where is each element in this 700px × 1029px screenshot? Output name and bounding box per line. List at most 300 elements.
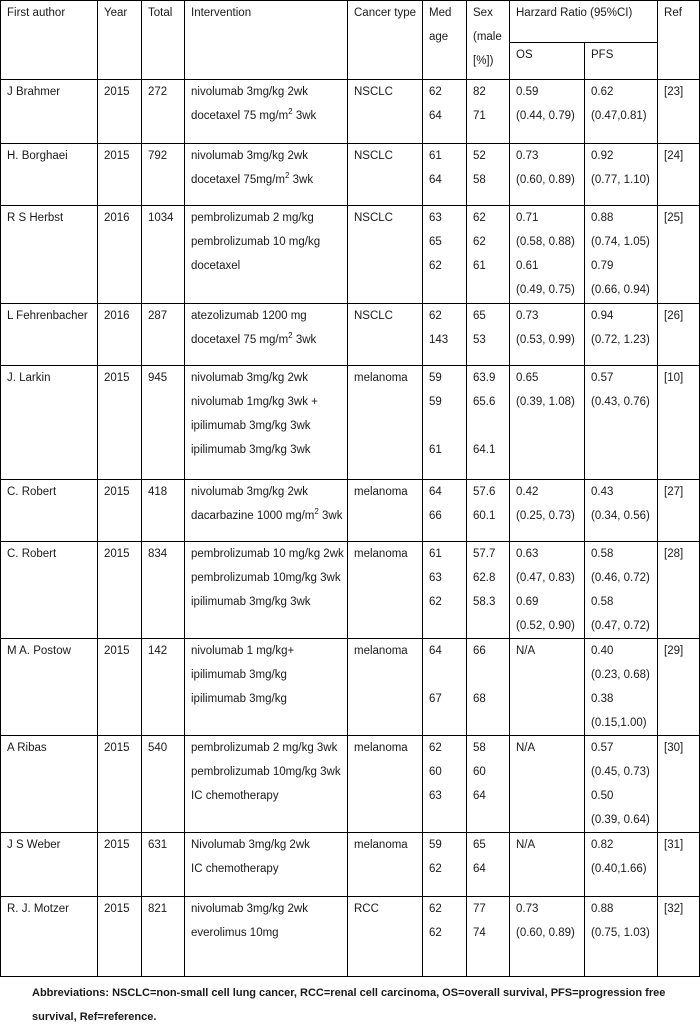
total-cell: [142, 80, 185, 144]
cell-line: 61: [429, 548, 442, 560]
cell-line: 0.71: [516, 212, 539, 224]
table-row: [1, 366, 700, 480]
intervention-text: nivolumab 3mg/kg 2wk: [191, 372, 308, 384]
header-cancer-type: Cancer type: [348, 1, 423, 80]
cell-line: 62: [429, 927, 442, 939]
cell-line: 64: [473, 790, 486, 802]
intervention-cell: [185, 80, 348, 144]
cancer-type-cell: [348, 206, 423, 304]
cell-line: NSCLC: [354, 86, 393, 98]
cell-line: 71: [473, 110, 486, 122]
cell-line: melanoma: [354, 742, 408, 754]
cell-line: 64: [473, 863, 486, 875]
age-cell: [423, 480, 467, 542]
cell-line: 74: [473, 927, 486, 939]
cell-line: 272: [148, 86, 168, 98]
cell-line: 57.7: [473, 548, 496, 560]
author-cell: [1, 639, 98, 736]
cell-line: 418: [148, 486, 168, 498]
cell-line: [24]: [664, 150, 684, 162]
cell-line: [26]: [664, 310, 684, 322]
intervention-line: [191, 230, 341, 254]
intervention-suffix: 3wk: [318, 510, 343, 522]
year-cell: [98, 736, 142, 833]
cell-line: 2015: [104, 645, 130, 657]
author-cell: [1, 366, 98, 480]
cell-line: N/A: [516, 742, 536, 754]
cell-line: NSCLC: [354, 212, 393, 224]
cell-line: 61: [429, 150, 442, 162]
sex-cell: [467, 542, 510, 639]
header-year: Year: [98, 1, 142, 80]
cell-line: 792: [148, 150, 168, 162]
cell-line: (0.77, 1.10): [591, 174, 650, 186]
cell-line: (0.53, 0.99): [516, 334, 575, 346]
os-cell: [510, 366, 585, 480]
table-row: [1, 144, 700, 206]
cell-line: 60: [473, 766, 486, 778]
cell-line: 2015: [104, 839, 130, 851]
intervention-line: [191, 833, 341, 857]
blank-line: [473, 663, 503, 687]
cell-line: M A. Postow: [7, 645, 71, 657]
table-row: [1, 736, 700, 833]
cell-line: L Fehrenbacher: [7, 310, 88, 322]
cell-line: 60.1: [473, 510, 496, 522]
pfs-cell: [585, 736, 658, 833]
intervention-text: nivolumab 1mg/kg 3wk +: [191, 396, 318, 408]
total-cell: [142, 897, 185, 977]
cell-line: (0.60, 0.89): [516, 174, 575, 186]
ref-cell: [658, 366, 700, 480]
sex-cell: [467, 480, 510, 542]
cell-line: NSCLC: [354, 150, 393, 162]
intervention-cell: [185, 736, 348, 833]
cell-line: J S Weber: [7, 839, 61, 851]
intervention-text: nivolumab 3mg/kg 2wk: [191, 903, 308, 915]
cell-line: 63.9: [473, 372, 496, 384]
cell-line: 63: [429, 572, 442, 584]
cell-line: melanoma: [354, 372, 408, 384]
os-cell: [510, 639, 585, 736]
ref-cell: [658, 542, 700, 639]
year-cell: [98, 480, 142, 542]
total-cell: [142, 833, 185, 897]
cell-line: (0.47, 0.83): [516, 572, 575, 584]
cell-line: 0.59: [516, 86, 539, 98]
blank-line: [429, 663, 460, 687]
age-cell: [423, 736, 467, 833]
cell-line: C. Robert: [7, 548, 57, 560]
total-cell: [142, 366, 185, 480]
os-cell: [510, 542, 585, 639]
age-cell: [423, 833, 467, 897]
ref-cell: [658, 304, 700, 366]
cell-line: (0.25, 0.73): [516, 510, 575, 522]
cell-line: 2015: [104, 86, 130, 98]
cell-line: 63: [429, 790, 442, 802]
intervention-text: docetaxel 75 mg/m: [191, 334, 289, 346]
intervention-line: [191, 857, 341, 881]
pfs-cell: [585, 639, 658, 736]
cell-line: 52: [473, 150, 486, 162]
cell-line: 65.6: [473, 396, 496, 408]
cell-line: (0.72, 1.23): [591, 334, 650, 346]
cell-line: 0.73: [516, 903, 539, 915]
pfs-cell: [585, 366, 658, 480]
pfs-cell: [585, 833, 658, 897]
cell-line: 0.73: [516, 310, 539, 322]
author-cell: [1, 206, 98, 304]
ref-cell: [658, 206, 700, 304]
ref-cell: [658, 897, 700, 977]
header-med-age: Med age: [423, 1, 467, 80]
cell-line: 540: [148, 742, 168, 754]
intervention-text: pembrolizumab 10 mg/kg 2wk: [191, 548, 344, 560]
pfs-cell: [585, 144, 658, 206]
cell-line: [31]: [664, 839, 684, 851]
os-cell: [510, 833, 585, 897]
intervention-line: [191, 760, 341, 784]
intervention-line: [191, 414, 341, 438]
author-cell: [1, 144, 98, 206]
table-row: [1, 542, 700, 639]
cell-line: melanoma: [354, 839, 408, 851]
cell-line: 0.58: [591, 596, 614, 608]
intervention-line: [191, 897, 341, 921]
sex-cell: [467, 897, 510, 977]
ref-cell: [658, 480, 700, 542]
superscript: 2: [288, 107, 293, 117]
intervention-suffix: 3wk: [292, 334, 317, 346]
header-total: Total: [142, 1, 185, 80]
cell-line: 65: [473, 839, 486, 851]
intervention-line: [191, 639, 341, 663]
cell-line: 66: [473, 645, 486, 657]
intervention-text: Nivolumab 3mg/kg 2wk: [191, 839, 310, 851]
table-row: [1, 833, 700, 897]
intervention-line: [191, 504, 341, 528]
intervention-cell: [185, 206, 348, 304]
cancer-type-cell: [348, 144, 423, 206]
cell-line: 2015: [104, 372, 130, 384]
cell-line: [32]: [664, 903, 684, 915]
sex-cell: [467, 206, 510, 304]
intervention-line: [191, 480, 341, 504]
cell-line: (0.46, 0.72): [591, 572, 650, 584]
age-cell: [423, 366, 467, 480]
cancer-type-cell: [348, 639, 423, 736]
intervention-suffix: 3wk: [289, 174, 314, 186]
total-cell: [142, 736, 185, 833]
sex-cell: [467, 639, 510, 736]
pfs-cell: [585, 480, 658, 542]
cell-line: 59: [429, 839, 442, 851]
ref-cell: [658, 639, 700, 736]
cell-line: melanoma: [354, 548, 408, 560]
cell-line: 65: [473, 310, 486, 322]
cell-line: 0.65: [516, 372, 539, 384]
cell-line: RCC: [354, 903, 379, 915]
os-cell: [510, 480, 585, 542]
cell-line: 62: [473, 212, 486, 224]
cell-line: 60: [429, 766, 442, 778]
cell-line: 82: [473, 86, 486, 98]
cell-line: C. Robert: [7, 486, 57, 498]
table-row: [1, 639, 700, 736]
cell-line: 0.57: [591, 372, 614, 384]
intervention-line: [191, 663, 341, 687]
intervention-text: pembrolizumab 2 mg/kg 3wk: [191, 742, 338, 754]
cell-line: 834: [148, 548, 168, 560]
superscript: 2: [284, 171, 290, 181]
ref-cell: [658, 80, 700, 144]
sex-cell: [467, 144, 510, 206]
cell-line: 61: [429, 444, 442, 456]
cell-line: 2015: [104, 486, 130, 498]
intervention-line: [191, 366, 341, 390]
header-os: OS: [510, 43, 585, 80]
intervention-suffix: 3wk: [292, 110, 317, 122]
intervention-line: [191, 328, 341, 352]
cell-line: 0.82: [591, 839, 614, 851]
cell-line: 65: [429, 236, 442, 248]
cell-line: (0.39, 1.08): [516, 396, 575, 408]
intervention-line: [191, 687, 341, 711]
cell-line: 0.79: [591, 260, 614, 272]
age-cell: [423, 144, 467, 206]
cell-line: 0.73: [516, 150, 539, 162]
total-cell: [142, 304, 185, 366]
cell-line: R S Herbst: [7, 212, 64, 224]
intervention-text: everolimus 10mg: [191, 927, 279, 939]
intervention-line: [191, 590, 341, 614]
cell-line: 62: [429, 596, 442, 608]
cell-line: (0.34, 0.56): [591, 510, 650, 522]
cell-line: 62: [473, 236, 486, 248]
os-cell: [510, 144, 585, 206]
cell-line: 68: [473, 693, 486, 705]
header-sex: Sex (male [%]): [467, 1, 510, 80]
cell-line: (0.45, 0.73): [591, 766, 650, 778]
intervention-line: [191, 566, 341, 590]
intervention-line: [191, 921, 341, 945]
sex-cell: [467, 736, 510, 833]
cell-line: 64: [429, 645, 442, 657]
year-cell: [98, 144, 142, 206]
cell-line: [29]: [664, 645, 684, 657]
intervention-text: nivolumab 3mg/kg 2wk: [191, 486, 308, 498]
intervention-line: [191, 254, 341, 278]
total-cell: [142, 639, 185, 736]
cell-line: 0.58: [591, 548, 614, 560]
cell-line: 62: [429, 86, 442, 98]
cell-line: N/A: [516, 839, 536, 851]
cell-line: 0.40: [591, 645, 614, 657]
cell-line: 58: [473, 742, 486, 754]
header-pfs: PFS: [585, 43, 658, 80]
cell-line: 64.1: [473, 444, 496, 456]
intervention-text: ipilimumab 3mg/kg: [191, 693, 287, 705]
cell-line: [10]: [664, 372, 684, 384]
ref-cell: [658, 736, 700, 833]
intervention-text: ipilimumab 3mg/kg 3wk: [191, 420, 311, 432]
cell-line: 77: [473, 903, 486, 915]
intervention-line: [191, 168, 341, 192]
cell-line: 821: [148, 903, 168, 915]
intervention-cell: [185, 144, 348, 206]
cell-line: 1034: [148, 212, 174, 224]
header-ref: Ref: [658, 1, 700, 80]
cancer-type-cell: [348, 897, 423, 977]
blank-line: [473, 414, 503, 438]
total-cell: [142, 144, 185, 206]
cell-line: (0.39, 0.64): [591, 814, 650, 826]
intervention-text: atezolizumab 1200 mg: [191, 310, 307, 322]
header-hazard-ratio: Harzard Ratio (95%CI): [510, 1, 658, 43]
cell-line: 2015: [104, 742, 130, 754]
footnote: Abbreviations: NSCLC=non-small cell lung cancer, RCC=renal cell carcinoma, OS=overall survival, PFS=progression free survival, Ref=reference.: [32, 987, 666, 1023]
intervention-text: docetaxel 75mg/m: [191, 174, 285, 186]
os-cell: [510, 736, 585, 833]
cell-line: 59: [429, 396, 442, 408]
intervention-text: pembrolizumab 10mg/kg 3wk: [191, 572, 341, 584]
sex-cell: [467, 833, 510, 897]
intervention-line: [191, 438, 341, 462]
cell-line: 0.69: [516, 596, 539, 608]
intervention-line: [191, 104, 341, 128]
intervention-line: [191, 206, 341, 230]
cell-line: [27]: [664, 486, 684, 498]
os-cell: [510, 206, 585, 304]
cell-line: melanoma: [354, 645, 408, 657]
intervention-line: [191, 784, 341, 808]
cell-line: 67: [429, 693, 442, 705]
age-cell: [423, 206, 467, 304]
intervention-line: [191, 144, 341, 168]
intervention-cell: [185, 833, 348, 897]
cell-line: 2015: [104, 150, 130, 162]
total-cell: [142, 480, 185, 542]
cell-line: 0.43: [591, 486, 614, 498]
intervention-text: nivolumab 3mg/kg 2wk: [191, 150, 308, 162]
author-cell: [1, 736, 98, 833]
year-cell: [98, 833, 142, 897]
intervention-cell: [185, 480, 348, 542]
os-cell: [510, 897, 585, 977]
pfs-cell: [585, 80, 658, 144]
cell-line: 58.3: [473, 596, 496, 608]
cell-line: J Brahmer: [7, 86, 61, 98]
cancer-type-cell: [348, 736, 423, 833]
intervention-line: [191, 390, 341, 414]
year-cell: [98, 366, 142, 480]
cell-line: 62.8: [473, 572, 496, 584]
cell-line: 0.50: [591, 790, 614, 802]
cell-line: J. Larkin: [7, 372, 51, 384]
intervention-text: docetaxel 75 mg/m: [191, 110, 289, 122]
intervention-line: [191, 736, 341, 760]
cancer-type-cell: [348, 304, 423, 366]
cell-line: N/A: [516, 645, 536, 657]
cell-line: 0.94: [591, 310, 614, 322]
intervention-cell: [185, 366, 348, 480]
table-row: [1, 80, 700, 144]
cell-line: [28]: [664, 548, 684, 560]
cell-line: melanoma: [354, 486, 408, 498]
cell-line: [30]: [664, 742, 684, 754]
intervention-cell: [185, 639, 348, 736]
os-cell: [510, 80, 585, 144]
cell-line: A Ribas: [7, 742, 47, 754]
cancer-type-cell: [348, 80, 423, 144]
cell-line: 62: [429, 310, 442, 322]
cell-line: 287: [148, 310, 168, 322]
cell-line: (0.47,0.81): [591, 110, 647, 122]
age-cell: [423, 897, 467, 977]
intervention-line: [191, 542, 344, 566]
pfs-cell: [585, 304, 658, 366]
cell-line: 66: [429, 510, 442, 522]
sex-cell: [467, 304, 510, 366]
cell-line: 0.88: [591, 212, 614, 224]
header-first-author: First author: [1, 1, 98, 80]
cell-line: 631: [148, 839, 168, 851]
author-cell: [1, 833, 98, 897]
os-cell: [510, 304, 585, 366]
intervention-text: dacarbazine 1000 mg/m: [191, 510, 315, 522]
cell-line: (0.15,1.00): [591, 717, 647, 729]
age-cell: [423, 304, 467, 366]
cell-line: 64: [429, 174, 442, 186]
cell-line: R. J. Motzer: [7, 903, 69, 915]
year-cell: [98, 206, 142, 304]
cell-line: 143: [429, 334, 449, 346]
cell-line: 62: [429, 903, 442, 915]
cell-line: 0.38: [591, 693, 614, 705]
cell-line: (0.74, 1.05): [591, 236, 650, 248]
intervention-line: [191, 80, 341, 104]
cell-line: 0.92: [591, 150, 614, 162]
cell-line: 57.6: [473, 486, 496, 498]
age-cell: [423, 80, 467, 144]
cell-line: (0.23, 0.68): [591, 669, 650, 681]
cell-line: 0.88: [591, 903, 614, 915]
cell-line: (0.40,1.66): [591, 863, 647, 875]
intervention-text: docetaxel: [191, 260, 241, 272]
intervention-text: IC chemotherapy: [191, 863, 279, 875]
cell-line: 2016: [104, 212, 130, 224]
cell-line: 62: [429, 260, 442, 272]
cell-line: H. Borghaei: [7, 150, 68, 162]
author-cell: [1, 304, 98, 366]
cell-line: 0.42: [516, 486, 539, 498]
pfs-cell: [585, 206, 658, 304]
cell-line: [23]: [664, 86, 684, 98]
cell-line: (0.47, 0.72): [591, 620, 650, 632]
table-row: [1, 206, 700, 304]
cell-line: 53: [473, 334, 486, 346]
cell-line: 2015: [104, 548, 130, 560]
intervention-text: pembrolizumab 10mg/kg 3wk: [191, 766, 341, 778]
header-intervention: Intervention: [185, 1, 348, 80]
age-cell: [423, 542, 467, 639]
superscript: 2: [314, 507, 319, 517]
cell-line: 0.62: [591, 86, 614, 98]
cancer-type-cell: [348, 480, 423, 542]
age-cell: [423, 639, 467, 736]
cell-line: (0.66, 0.94): [591, 284, 650, 296]
